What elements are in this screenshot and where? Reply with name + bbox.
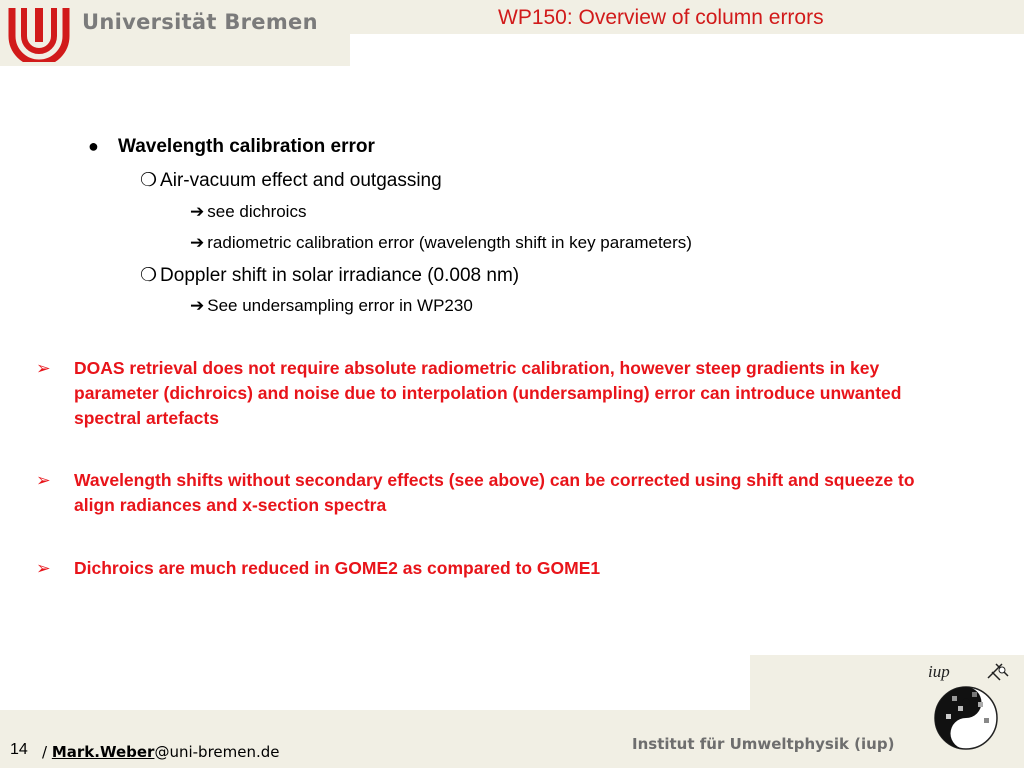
email-domain: @uni-bremen.de bbox=[154, 743, 280, 761]
slide-title: WP150: Overview of column errors bbox=[498, 6, 824, 29]
circle-bullet-icon: ❍ bbox=[140, 170, 158, 191]
red-arrow-icon: ➢ bbox=[36, 558, 51, 578]
iup-logo-text: iup bbox=[928, 662, 950, 681]
list-item bbox=[190, 202, 306, 222]
red-bullet-text: DOAS retrieval does not require absolute radiometric calibration, however steep gradients in key parameter (dichroics) and noise due to interpolation (undersampling) error can introduce unwanted spectral artefacts bbox=[74, 358, 902, 428]
page-number: 14 bbox=[10, 741, 28, 758]
list-item-text: See undersampling error in WP230 bbox=[207, 296, 473, 315]
arrow-bullet-icon: ➔ bbox=[190, 202, 205, 221]
institute-name: Institut für Umweltphysik (iup) bbox=[632, 735, 895, 753]
list-item bbox=[190, 233, 692, 253]
red-bullet bbox=[36, 556, 956, 581]
red-arrow-icon: ➢ bbox=[36, 358, 51, 378]
red-bullet-text: Wavelength shifts without secondary effects (see above) can be corrected using shift and squeeze to align radiances and x-section spectra bbox=[74, 470, 915, 515]
red-bullet bbox=[36, 468, 956, 518]
email-name: Mark.Weber bbox=[51, 743, 155, 761]
list-item bbox=[140, 264, 519, 287]
red-bullet-text: Dichroics are much reduced in GOME2 as compared to GOME1 bbox=[74, 558, 601, 578]
red-bullet bbox=[36, 356, 956, 431]
university-name: Universität Bremen bbox=[82, 10, 318, 34]
author-email bbox=[42, 743, 280, 761]
list-item-text: radiometric calibration error (wavelength shift in key parameters) bbox=[207, 233, 692, 252]
circle-bullet-icon: ❍ bbox=[140, 265, 158, 286]
main-bullet bbox=[88, 136, 375, 158]
list-item-text: Air-vacuum effect and outgassing bbox=[160, 170, 442, 191]
red-arrow-icon: ➢ bbox=[36, 470, 51, 490]
list-item bbox=[140, 169, 442, 192]
arrow-bullet-icon: ➔ bbox=[190, 296, 205, 315]
list-item-text: see dichroics bbox=[207, 202, 307, 221]
arrow-bullet-icon: ➔ bbox=[190, 233, 205, 252]
university-logo-icon bbox=[6, 6, 72, 62]
main-bullet-text: Wavelength calibration error bbox=[118, 136, 375, 157]
email-prefix: / bbox=[42, 743, 52, 761]
list-item bbox=[190, 296, 473, 316]
bullet-dot-icon: ● bbox=[88, 136, 99, 156]
list-item-text: Doppler shift in solar irradiance (0.008 nm) bbox=[160, 265, 520, 286]
